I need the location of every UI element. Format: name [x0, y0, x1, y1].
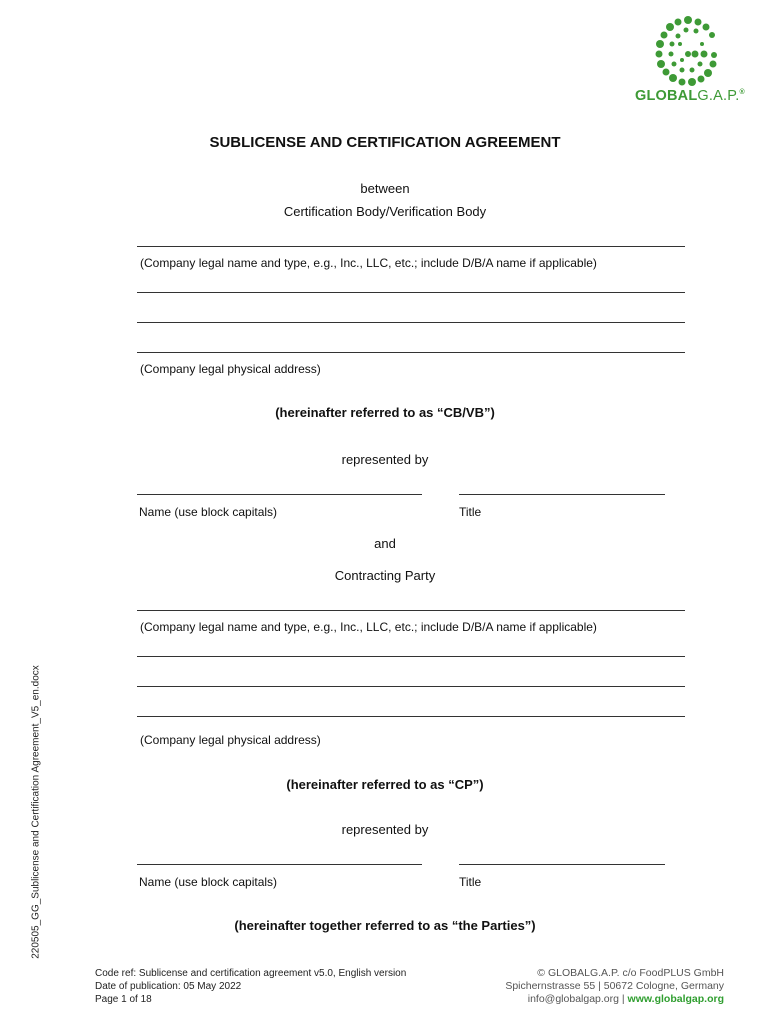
logo-word-light: G.A.P. — [697, 88, 740, 104]
cp-rep-name-line[interactable] — [137, 864, 422, 865]
cb-address-line-1[interactable] — [137, 292, 685, 293]
cb-name-line[interactable] — [137, 246, 685, 247]
and-text: and — [374, 536, 396, 551]
footer-right — [505, 967, 724, 1006]
footer-company: © GLOBALG.A.P. c/o FoodPLUS GmbH — [537, 967, 724, 979]
cp-rep-title-label: Title — [459, 875, 482, 889]
cb-referred-text: (hereinafter referred to as “CB/VB”) — [275, 405, 495, 420]
cb-heading: Certification Body/Verification Body — [283, 204, 487, 219]
cp-address-line-2[interactable] — [137, 686, 685, 687]
document-title: SUBLICENSE AND CERTIFICATION AGREEMENT — [209, 134, 561, 151]
cp-heading: Contracting Party — [334, 568, 436, 583]
cb-rep-name-label: Name (use block capitals) — [139, 505, 278, 519]
cb-rep-title-line[interactable] — [459, 494, 665, 495]
footer-page: Page 1 of 18 — [95, 994, 152, 1005]
cp-name-line[interactable] — [137, 610, 685, 611]
cp-represented-text: represented by — [341, 822, 429, 837]
cb-address-line-2[interactable] — [137, 322, 685, 323]
footer-email[interactable]: info@globalgap.org | — [527, 993, 628, 1005]
parties-text: (hereinafter together referred to as “the Parties”) — [234, 918, 536, 933]
cb-rep-title-label: Title — [459, 505, 482, 519]
between-text: between — [360, 181, 410, 196]
side-filename-text: 220505_GG_Sublicense and Certification Agreement_V5_en.docx — [30, 665, 42, 959]
cp-rep-title-line[interactable] — [459, 864, 665, 865]
cp-address-line-3[interactable] — [137, 716, 685, 717]
cb-rep-name-line[interactable] — [137, 494, 422, 495]
footer-code-ref: Code ref: Sublicense and certification agreement v5.0, English version — [95, 968, 407, 979]
cb-name-hint: (Company legal name and type, e.g., Inc., LLC, etc.; include D/B/A name if applicable) — [140, 256, 597, 270]
cp-address-line-1[interactable] — [137, 656, 685, 657]
cp-rep-name-label: Name (use block capitals) — [139, 875, 278, 889]
registered-mark: ® — [739, 89, 745, 97]
cp-address-hint: (Company legal physical address) — [140, 733, 321, 747]
cb-address-hint: (Company legal physical address) — [140, 362, 321, 376]
globalgap-leaf-g-icon — [652, 14, 724, 88]
cp-referred-text: (hereinafter referred to as “CP”) — [286, 777, 484, 792]
logo — [630, 14, 755, 106]
logo-word-bold: GLOBAL — [635, 88, 698, 104]
cb-represented-text: represented by — [341, 452, 429, 467]
footer-date: Date of publication: 05 May 2022 — [95, 981, 242, 992]
footer-address: Spichernstrasse 55 | 50672 Cologne, Germany — [505, 980, 724, 992]
cb-address-line-3[interactable] — [137, 352, 685, 353]
cp-name-hint: (Company legal name and type, e.g., Inc., LLC, etc.; include D/B/A name if applicable) — [140, 620, 597, 634]
footer-left — [95, 967, 406, 1006]
footer-web-link[interactable]: www.globalgap.org — [627, 993, 724, 1005]
